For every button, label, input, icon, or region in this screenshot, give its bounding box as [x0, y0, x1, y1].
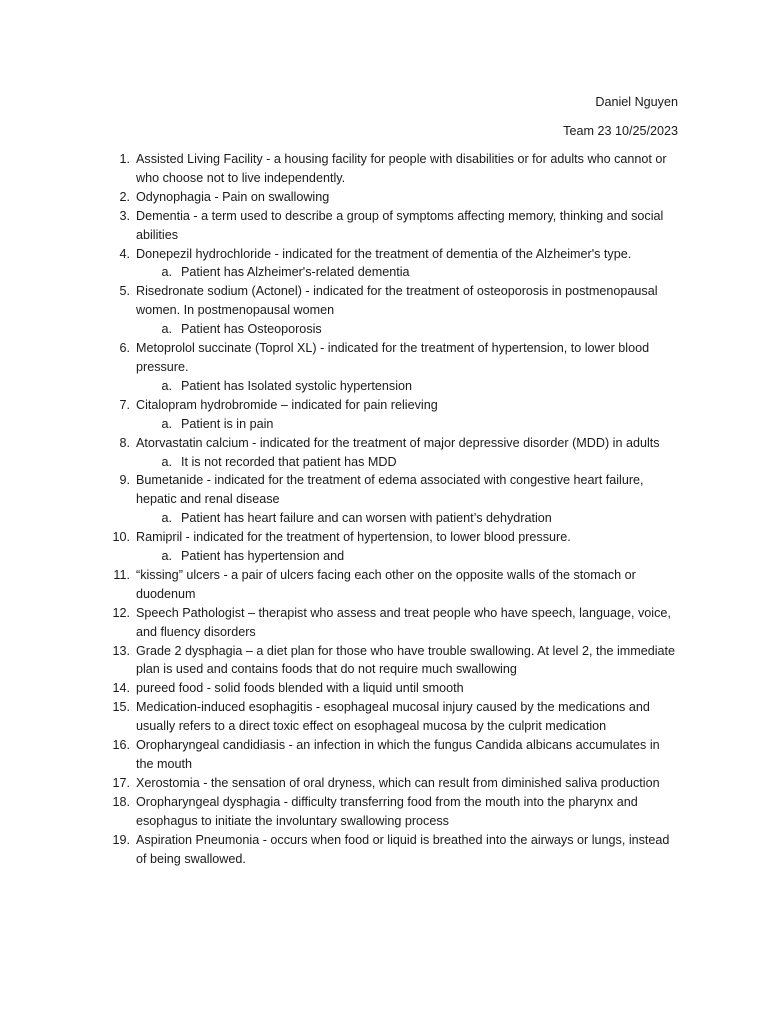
list-item-number: 7.: [119, 397, 130, 412]
list-item: [0, 698, 768, 736]
sub-list-item: [0, 377, 768, 396]
list-item: [0, 245, 768, 264]
sub-list-item-text: It is not recorded that patient has MDD: [181, 454, 397, 469]
list-item: [0, 642, 768, 680]
list-item-text: Oropharyngeal dysphagia - difficulty transferring food from the mouth into the pharynx and esophagus to initiate the involuntary swallowing process: [136, 794, 638, 828]
list-item-text: Xerostomia - the sensation of oral dryness, which can result from diminished saliva production: [136, 775, 660, 790]
list-item-text: Speech Pathologist – therapist who assess and treat people who have speech, language, voice, and fluency disorders: [136, 605, 671, 639]
list-item-text: pureed food - solid foods blended with a liquid until smooth: [136, 681, 464, 696]
sub-list-item-text: Patient has Isolated systolic hypertension: [181, 378, 413, 393]
sub-list-item-text: Patient has hypertension and: [181, 549, 345, 564]
list-item: [0, 188, 768, 207]
list-item-number: 4.: [119, 246, 130, 261]
sub-list-item-text: Patient has Alzheimer's-related dementia: [181, 265, 410, 280]
list-item-number: 3.: [119, 208, 130, 223]
list-item-number: 13.: [112, 643, 130, 658]
list-item-number: 11.: [113, 567, 130, 582]
sub-list-item-text: Patient has heart failure and can worsen with patient’s dehydration: [181, 511, 552, 526]
sub-list-item-letter: a.: [161, 322, 172, 337]
sub-list-item-letter: a.: [161, 454, 172, 469]
sub-list-item-text: Patient is in pain: [181, 416, 274, 431]
list-item-text: Assisted Living Facility - a housing facility for people with disabilities or for adults who cannot or who choose not to live independently.: [136, 152, 667, 185]
author-name: Daniel Nguyen: [595, 95, 678, 109]
list-item-number: 2.: [119, 189, 130, 204]
list-item: [0, 566, 768, 604]
list-item-text: Dementia - a term used to describe a group of symptoms affecting memory, thinking and social abilities: [136, 208, 664, 242]
list-item: [0, 604, 768, 642]
list-item: [0, 774, 768, 793]
list-item-text: Odynophagia - Pain on swallowing: [136, 189, 330, 204]
list-item-number: 15.: [112, 700, 130, 715]
list-item-number: 6.: [119, 341, 130, 356]
sub-list-item: [0, 320, 768, 339]
list-item: [0, 471, 768, 509]
list-item: [0, 736, 768, 774]
list-item-text: Grade 2 dysphagia – a diet plan for those who have trouble swallowing. At level 2, the immediate plan is used and contains foods that do not require much swallowing: [136, 643, 676, 677]
list-item-text: “kissing” ulcers - a pair of ulcers facing each other on the opposite walls of the stomach or duodenum: [136, 567, 636, 601]
sub-list-item-letter: a.: [161, 265, 172, 280]
list-item-text: Citalopram hydrobromide – indicated for pain relieving: [136, 397, 438, 412]
sub-list-item: [0, 547, 768, 566]
sub-list-item: [0, 263, 768, 282]
list-item-number: 18.: [112, 794, 130, 809]
sub-list-item-letter: a.: [161, 378, 172, 393]
list-item-text: Medication-induced esophagitis - esophageal mucosal injury caused by the medications and usually refers to a direct toxic effect on esophageal mucosa by the culprit medication: [136, 700, 650, 734]
list-item-text: Bumetanide - indicated for the treatment of edema associated with congestive heart failure, hepatic and renal disease: [136, 473, 644, 507]
list-item: [0, 396, 768, 415]
list-item-number: 16.: [112, 738, 130, 753]
list-item-number: 5.: [119, 284, 130, 299]
list-item-number: 19.: [112, 832, 130, 847]
list-item: [0, 831, 768, 869]
list-item-text: Metoprolol succinate (Toprol XL) - indicated for the treatment of hypertension, to lower blood pressure.: [136, 341, 650, 374]
list-item: [0, 434, 768, 453]
sub-list-item: [0, 453, 768, 472]
list-item-number: 8.: [119, 435, 130, 450]
list-item-text: Atorvastatin calcium - indicated for the treatment of major depressive disorder (MDD) in adults: [136, 435, 660, 450]
list-item-number: 10.: [112, 530, 130, 545]
numbered-term-list: [0, 150, 768, 868]
list-item: [0, 793, 768, 831]
list-item-number: 9.: [119, 473, 130, 488]
list-item: [0, 339, 768, 377]
list-item: [0, 207, 768, 245]
list-item-text: Donepezil hydrochloride - indicated for the treatment of dementia of the Alzheimer's type.: [136, 246, 632, 261]
list-item-text: Aspiration Pneumonia - occurs when food or liquid is breathed into the airways or lungs, instead of being swallowed.: [136, 832, 670, 866]
list-item-text: Risedronate sodium (Actonel) - indicated for the treatment of osteoporosis in postmenopausal women. In postmenopausal women: [136, 284, 658, 318]
list-item: [0, 528, 768, 547]
sub-list-item-letter: a.: [161, 511, 172, 526]
list-item-text: Ramipril - indicated for the treatment of hypertension, to lower blood pressure.: [136, 530, 571, 545]
sub-list-item-letter: a.: [161, 416, 172, 431]
list-item: [0, 150, 768, 188]
list-item: [0, 282, 768, 320]
list-item-number: 12.: [112, 605, 130, 620]
sub-list-item-letter: a.: [161, 549, 172, 564]
sub-list-item: [0, 415, 768, 434]
list-item-text: Oropharyngeal candidiasis - an infection in which the fungus Candida albicans accumulates in the mouth: [136, 738, 660, 771]
sub-list-item: [0, 509, 768, 528]
list-item: [0, 679, 768, 698]
sub-list-item-text: Patient has Osteoporosis: [181, 322, 322, 337]
list-item-number: 1.: [119, 152, 130, 166]
list-item-number: 14.: [112, 681, 130, 696]
list-item-number: 17.: [112, 775, 130, 790]
team-and-date: Team 23 10/25/2023: [563, 124, 678, 138]
